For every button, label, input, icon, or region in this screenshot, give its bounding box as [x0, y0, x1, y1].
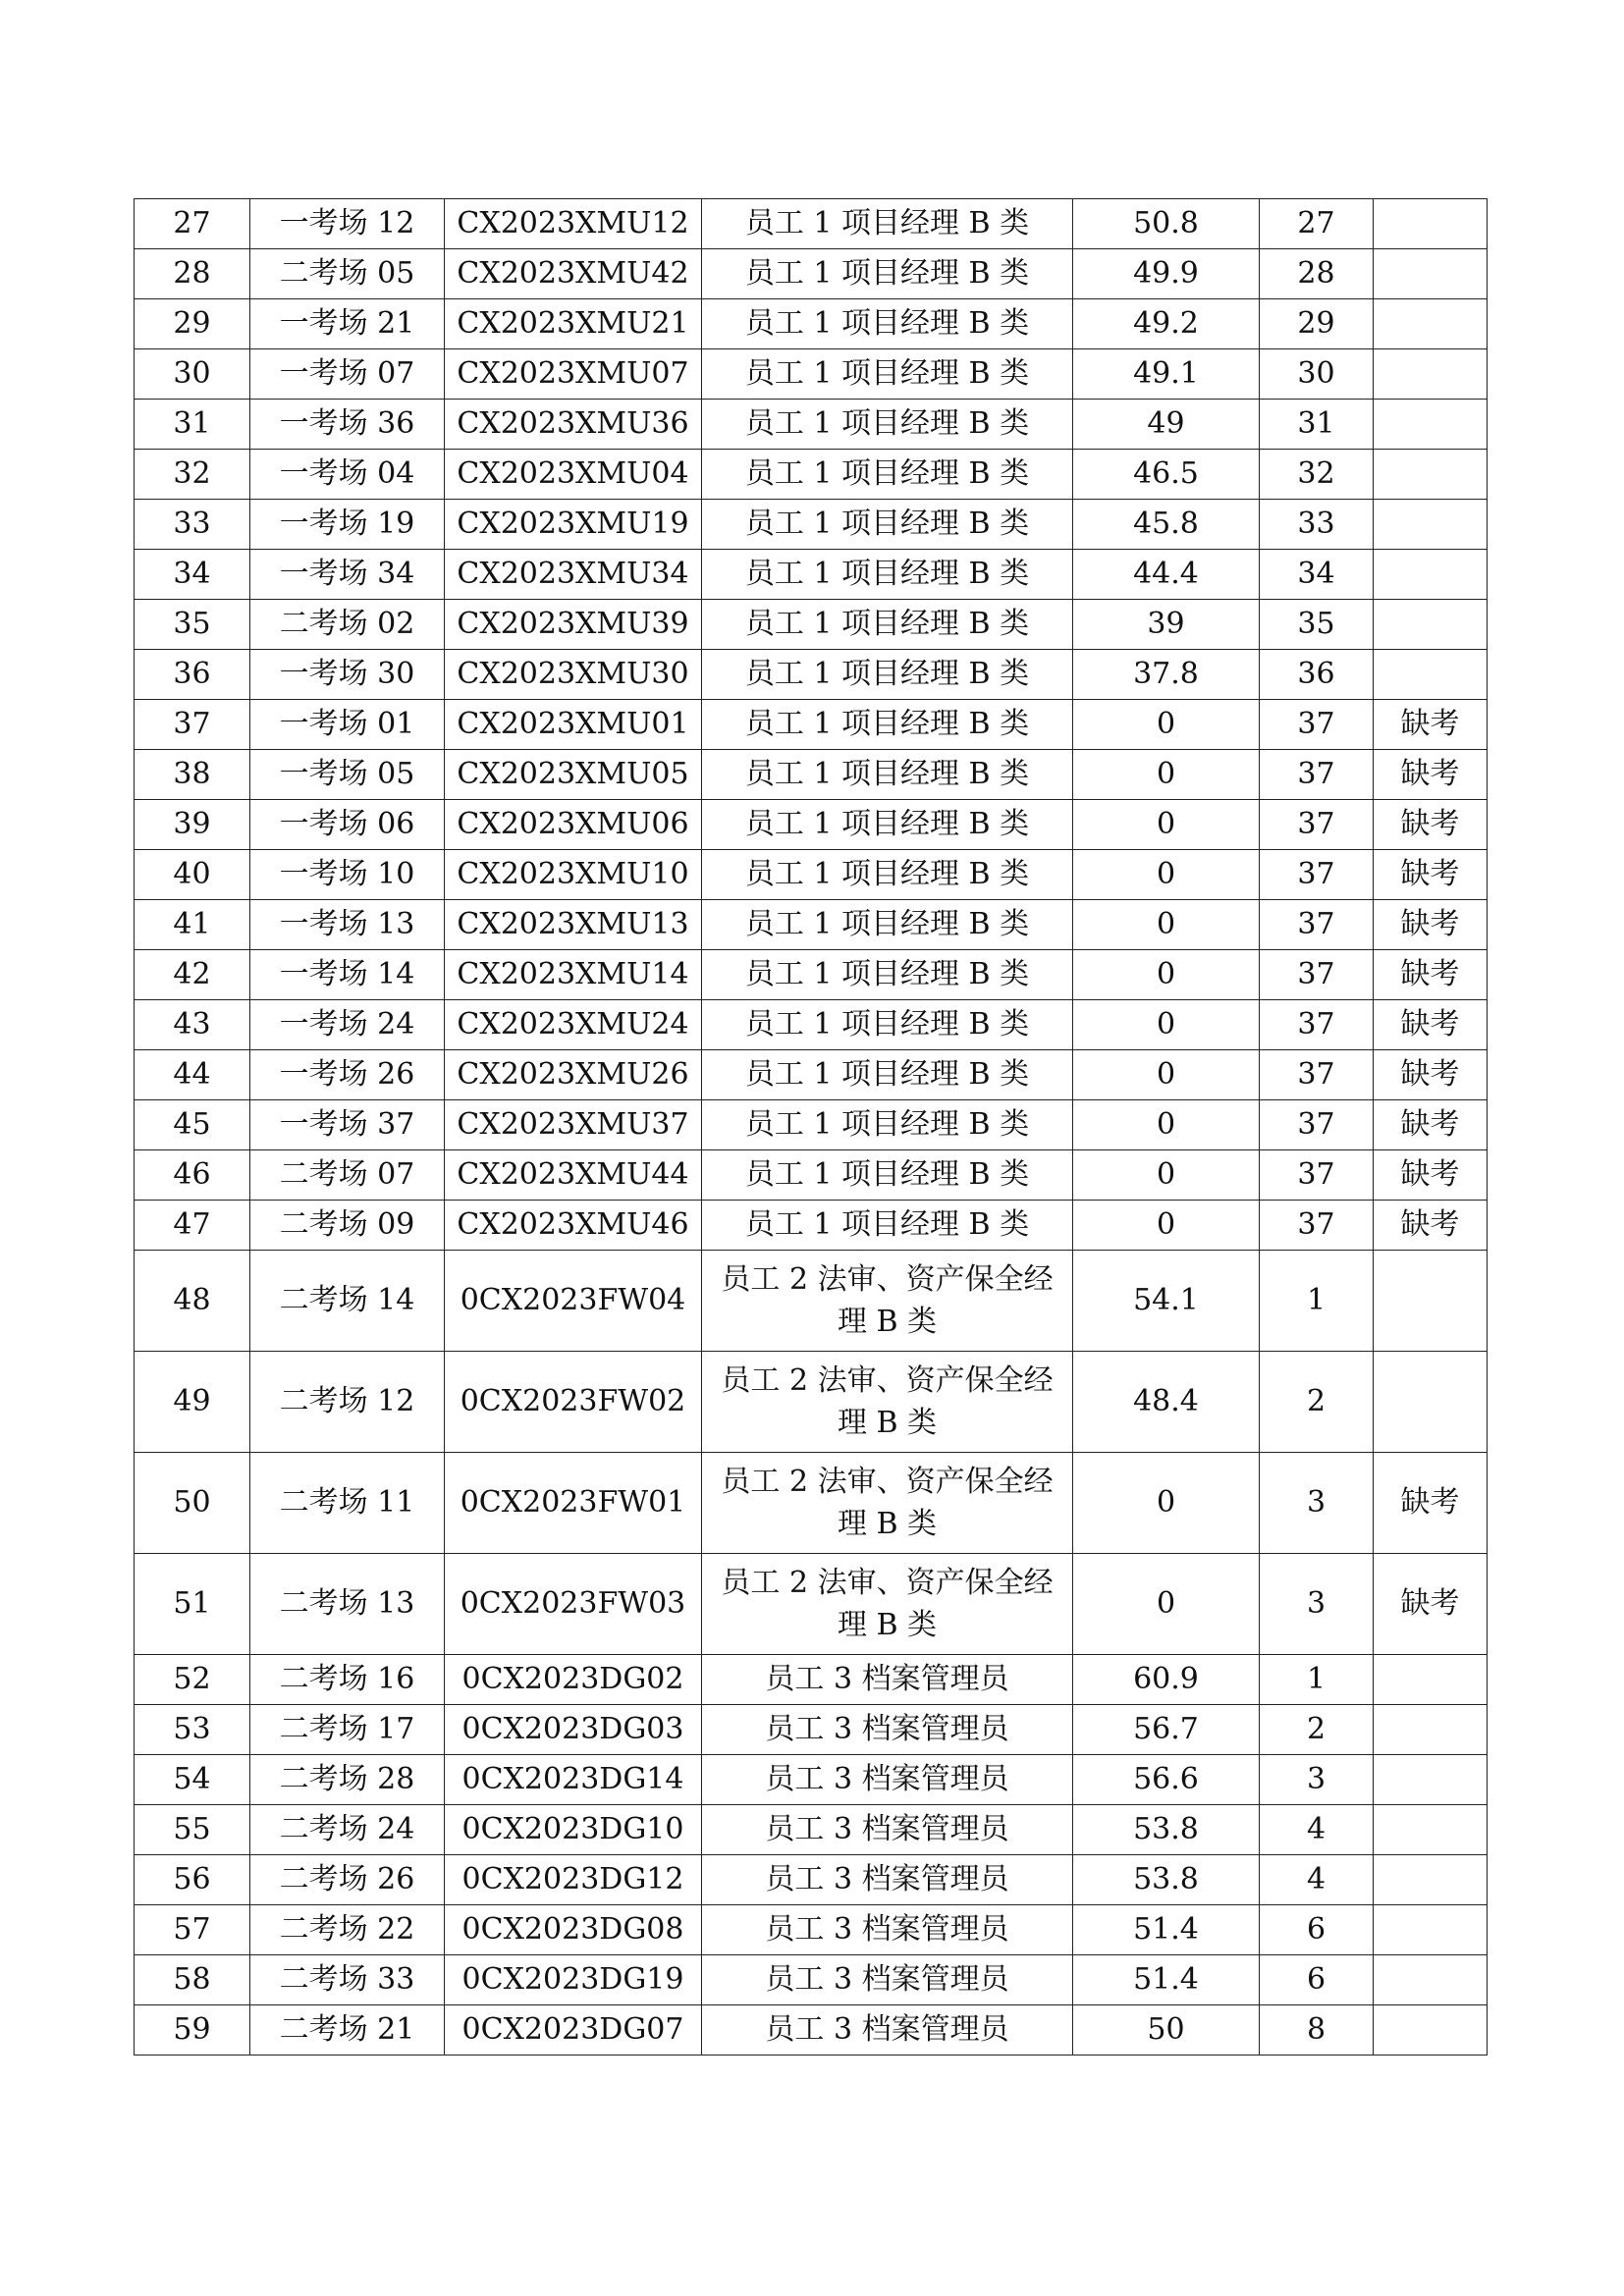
- rank-cell: 37: [1260, 950, 1374, 1000]
- row-number-cell: 34: [135, 550, 250, 600]
- position-category-cell: 员工 3 档案管理员: [702, 1705, 1073, 1755]
- rank-cell: 29: [1260, 299, 1374, 349]
- exam-room-cell: 一考场 04: [250, 450, 445, 500]
- rank-cell: 31: [1260, 400, 1374, 450]
- rank-cell: 32: [1260, 450, 1374, 500]
- row-number-cell: 47: [135, 1201, 250, 1251]
- table-row: [135, 1755, 1488, 1805]
- remark-cell: [1374, 450, 1488, 500]
- score-cell: 0: [1073, 900, 1260, 950]
- table-row: [135, 1050, 1488, 1100]
- exam-room-cell: 一考场 05: [250, 750, 445, 800]
- position-category-cell: 员工 1 项目经理 B 类: [702, 1100, 1073, 1150]
- ticket-number-cell: 0CX2023DG14: [445, 1755, 702, 1805]
- ticket-number-cell: CX2023XMU07: [445, 349, 702, 400]
- remark-cell: 缺考: [1374, 850, 1488, 900]
- exam-room-cell: 一考场 19: [250, 500, 445, 550]
- rank-cell: 36: [1260, 650, 1374, 700]
- position-category-cell: 员工 1 项目经理 B 类: [702, 950, 1073, 1000]
- remark-cell: 缺考: [1374, 1554, 1488, 1655]
- row-number-cell: 50: [135, 1453, 250, 1554]
- remark-cell: [1374, 650, 1488, 700]
- score-cell: 0: [1073, 1000, 1260, 1050]
- row-number-cell: 40: [135, 850, 250, 900]
- table-row: [135, 1000, 1488, 1050]
- table-row: [135, 1554, 1488, 1655]
- remark-cell: [1374, 1352, 1488, 1453]
- position-category-cell: 员工 1 项目经理 B 类: [702, 700, 1073, 750]
- position-category-cell: 员工 1 项目经理 B 类: [702, 600, 1073, 650]
- score-cell: 50: [1073, 2005, 1260, 2056]
- rank-cell: 37: [1260, 1201, 1374, 1251]
- exam-room-cell: 二考场 02: [250, 600, 445, 650]
- score-cell: 53.8: [1073, 1855, 1260, 1905]
- rank-cell: 37: [1260, 1100, 1374, 1150]
- exam-room-cell: 一考场 06: [250, 800, 445, 850]
- exam-room-cell: 二考场 11: [250, 1453, 445, 1554]
- rank-cell: 8: [1260, 2005, 1374, 2056]
- row-number-cell: 35: [135, 600, 250, 650]
- rank-cell: 6: [1260, 1905, 1374, 1955]
- results-table-body: [135, 199, 1488, 2056]
- exam-room-cell: 一考场 10: [250, 850, 445, 900]
- position-category-cell: 员工 1 项目经理 B 类: [702, 500, 1073, 550]
- row-number-cell: 44: [135, 1050, 250, 1100]
- exam-room-cell: 二考场 13: [250, 1554, 445, 1655]
- row-number-cell: 46: [135, 1150, 250, 1201]
- exam-room-cell: 二考场 09: [250, 1201, 445, 1251]
- score-cell: 37.8: [1073, 650, 1260, 700]
- table-row: [135, 1352, 1488, 1453]
- score-cell: 49.2: [1073, 299, 1260, 349]
- rank-cell: 4: [1260, 1855, 1374, 1905]
- ticket-number-cell: CX2023XMU19: [445, 500, 702, 550]
- position-category-cell: 员工 1 项目经理 B 类: [702, 249, 1073, 299]
- remark-cell: [1374, 500, 1488, 550]
- rank-cell: 4: [1260, 1805, 1374, 1855]
- row-number-cell: 52: [135, 1655, 250, 1705]
- table-row: [135, 550, 1488, 600]
- remark-cell: 缺考: [1374, 1201, 1488, 1251]
- exam-room-cell: 一考场 24: [250, 1000, 445, 1050]
- score-cell: 0: [1073, 1554, 1260, 1655]
- score-cell: 0: [1073, 850, 1260, 900]
- table-row: [135, 1955, 1488, 2005]
- exam-room-cell: 二考场 28: [250, 1755, 445, 1805]
- table-row: [135, 2005, 1488, 2056]
- score-cell: 0: [1073, 1201, 1260, 1251]
- ticket-number-cell: 0CX2023FW02: [445, 1352, 702, 1453]
- ticket-number-cell: 0CX2023DG07: [445, 2005, 702, 2056]
- position-category-cell: 员工 3 档案管理员: [702, 1955, 1073, 2005]
- ticket-number-cell: 0CX2023DG02: [445, 1655, 702, 1705]
- position-category-cell: 员工 3 档案管理员: [702, 1855, 1073, 1905]
- exam-room-cell: 二考场 24: [250, 1805, 445, 1855]
- table-row: [135, 1100, 1488, 1150]
- ticket-number-cell: 0CX2023DG08: [445, 1905, 702, 1955]
- rank-cell: 6: [1260, 1955, 1374, 2005]
- ticket-number-cell: CX2023XMU10: [445, 850, 702, 900]
- table-row: [135, 850, 1488, 900]
- ticket-number-cell: CX2023XMU06: [445, 800, 702, 850]
- row-number-cell: 56: [135, 1855, 250, 1905]
- score-cell: 49: [1073, 400, 1260, 450]
- rank-cell: 35: [1260, 600, 1374, 650]
- row-number-cell: 32: [135, 450, 250, 500]
- score-cell: 46.5: [1073, 450, 1260, 500]
- remark-cell: [1374, 1251, 1488, 1352]
- ticket-number-cell: CX2023XMU44: [445, 1150, 702, 1201]
- position-category-cell: 员工 2 法审、资产保全经理 B 类: [702, 1352, 1073, 1453]
- row-number-cell: 49: [135, 1352, 250, 1453]
- exam-room-cell: 二考场 12: [250, 1352, 445, 1453]
- position-category-cell: 员工 3 档案管理员: [702, 1655, 1073, 1705]
- exam-room-cell: 一考场 21: [250, 299, 445, 349]
- remark-cell: 缺考: [1374, 1453, 1488, 1554]
- ticket-number-cell: CX2023XMU26: [445, 1050, 702, 1100]
- row-number-cell: 33: [135, 500, 250, 550]
- table-row: [135, 1905, 1488, 1955]
- score-cell: 0: [1073, 700, 1260, 750]
- ticket-number-cell: 0CX2023DG12: [445, 1855, 702, 1905]
- row-number-cell: 43: [135, 1000, 250, 1050]
- row-number-cell: 30: [135, 349, 250, 400]
- row-number-cell: 53: [135, 1705, 250, 1755]
- ticket-number-cell: CX2023XMU13: [445, 900, 702, 950]
- score-cell: 49.9: [1073, 249, 1260, 299]
- score-cell: 0: [1073, 1050, 1260, 1100]
- remark-cell: [1374, 2005, 1488, 2056]
- exam-room-cell: 一考场 13: [250, 900, 445, 950]
- row-number-cell: 42: [135, 950, 250, 1000]
- ticket-number-cell: 0CX2023FW01: [445, 1453, 702, 1554]
- rank-cell: 27: [1260, 199, 1374, 249]
- position-category-cell: 员工 1 项目经理 B 类: [702, 1150, 1073, 1201]
- ticket-number-cell: 0CX2023DG19: [445, 1955, 702, 2005]
- score-cell: 53.8: [1073, 1805, 1260, 1855]
- table-row: [135, 450, 1488, 500]
- ticket-number-cell: CX2023XMU24: [445, 1000, 702, 1050]
- table-row: [135, 1453, 1488, 1554]
- score-cell: 45.8: [1073, 500, 1260, 550]
- ticket-number-cell: 0CX2023FW03: [445, 1554, 702, 1655]
- rank-cell: 2: [1260, 1352, 1374, 1453]
- exam-room-cell: 二考场 22: [250, 1905, 445, 1955]
- table-row: [135, 1251, 1488, 1352]
- remark-cell: [1374, 199, 1488, 249]
- rank-cell: 37: [1260, 800, 1374, 850]
- ticket-number-cell: CX2023XMU30: [445, 650, 702, 700]
- score-cell: 0: [1073, 1453, 1260, 1554]
- position-category-cell: 员工 1 项目经理 B 类: [702, 349, 1073, 400]
- rank-cell: 1: [1260, 1251, 1374, 1352]
- exam-room-cell: 一考场 26: [250, 1050, 445, 1100]
- ticket-number-cell: CX2023XMU05: [445, 750, 702, 800]
- rank-cell: 37: [1260, 850, 1374, 900]
- row-number-cell: 29: [135, 299, 250, 349]
- rank-cell: 37: [1260, 700, 1374, 750]
- row-number-cell: 38: [135, 750, 250, 800]
- remark-cell: [1374, 1955, 1488, 2005]
- ticket-number-cell: CX2023XMU01: [445, 700, 702, 750]
- rank-cell: 3: [1260, 1755, 1374, 1805]
- row-number-cell: 39: [135, 800, 250, 850]
- row-number-cell: 37: [135, 700, 250, 750]
- exam-room-cell: 一考场 36: [250, 400, 445, 450]
- rank-cell: 37: [1260, 1050, 1374, 1100]
- rank-cell: 1: [1260, 1655, 1374, 1705]
- remark-cell: [1374, 349, 1488, 400]
- table-row: [135, 1855, 1488, 1905]
- score-cell: 60.9: [1073, 1655, 1260, 1705]
- position-category-cell: 员工 3 档案管理员: [702, 2005, 1073, 2056]
- score-cell: 0: [1073, 950, 1260, 1000]
- ticket-number-cell: CX2023XMU36: [445, 400, 702, 450]
- remark-cell: [1374, 299, 1488, 349]
- score-cell: 0: [1073, 1150, 1260, 1201]
- exam-room-cell: 二考场 05: [250, 249, 445, 299]
- row-number-cell: 28: [135, 249, 250, 299]
- rank-cell: 30: [1260, 349, 1374, 400]
- position-category-cell: 员工 1 项目经理 B 类: [702, 450, 1073, 500]
- position-category-cell: 员工 1 项目经理 B 类: [702, 850, 1073, 900]
- score-cell: 0: [1073, 750, 1260, 800]
- table-row: [135, 1150, 1488, 1201]
- rank-cell: 33: [1260, 500, 1374, 550]
- table-row: [135, 500, 1488, 550]
- ticket-number-cell: CX2023XMU04: [445, 450, 702, 500]
- position-category-cell: 员工 1 项目经理 B 类: [702, 750, 1073, 800]
- row-number-cell: 57: [135, 1905, 250, 1955]
- score-cell: 44.4: [1073, 550, 1260, 600]
- position-category-cell: 员工 2 法审、资产保全经理 B 类: [702, 1251, 1073, 1352]
- rank-cell: 34: [1260, 550, 1374, 600]
- score-cell: 56.6: [1073, 1755, 1260, 1805]
- rank-cell: 3: [1260, 1554, 1374, 1655]
- table-row: [135, 299, 1488, 349]
- exam-room-cell: 二考场 17: [250, 1705, 445, 1755]
- position-category-cell: 员工 1 项目经理 B 类: [702, 1000, 1073, 1050]
- remark-cell: 缺考: [1374, 800, 1488, 850]
- remark-cell: 缺考: [1374, 950, 1488, 1000]
- row-number-cell: 27: [135, 199, 250, 249]
- table-row: [135, 349, 1488, 400]
- rank-cell: 37: [1260, 1150, 1374, 1201]
- ticket-number-cell: CX2023XMU14: [445, 950, 702, 1000]
- ticket-number-cell: CX2023XMU39: [445, 600, 702, 650]
- row-number-cell: 41: [135, 900, 250, 950]
- exam-room-cell: 一考场 37: [250, 1100, 445, 1150]
- position-category-cell: 员工 3 档案管理员: [702, 1805, 1073, 1855]
- exam-room-cell: 二考场 14: [250, 1251, 445, 1352]
- exam-room-cell: 二考场 16: [250, 1655, 445, 1705]
- row-number-cell: 55: [135, 1805, 250, 1855]
- remark-cell: 缺考: [1374, 1000, 1488, 1050]
- remark-cell: [1374, 1655, 1488, 1705]
- position-category-cell: 员工 1 项目经理 B 类: [702, 400, 1073, 450]
- remark-cell: [1374, 1705, 1488, 1755]
- ticket-number-cell: 0CX2023DG03: [445, 1705, 702, 1755]
- remark-cell: [1374, 249, 1488, 299]
- exam-room-cell: 一考场 12: [250, 199, 445, 249]
- rank-cell: 37: [1260, 750, 1374, 800]
- position-category-cell: 员工 1 项目经理 B 类: [702, 900, 1073, 950]
- table-row: [135, 199, 1488, 249]
- exam-room-cell: 一考场 01: [250, 700, 445, 750]
- exam-room-cell: 一考场 30: [250, 650, 445, 700]
- remark-cell: 缺考: [1374, 1100, 1488, 1150]
- position-category-cell: 员工 1 项目经理 B 类: [702, 1201, 1073, 1251]
- row-number-cell: 54: [135, 1755, 250, 1805]
- position-category-cell: 员工 1 项目经理 B 类: [702, 550, 1073, 600]
- table-row: [135, 950, 1488, 1000]
- position-category-cell: 员工 1 项目经理 B 类: [702, 1050, 1073, 1100]
- score-cell: 0: [1073, 800, 1260, 850]
- position-category-cell: 员工 1 项目经理 B 类: [702, 299, 1073, 349]
- table-row: [135, 800, 1488, 850]
- rank-cell: 37: [1260, 1000, 1374, 1050]
- table-row: [135, 900, 1488, 950]
- remark-cell: 缺考: [1374, 700, 1488, 750]
- exam-room-cell: 一考场 07: [250, 349, 445, 400]
- exam-room-cell: 二考场 07: [250, 1150, 445, 1201]
- row-number-cell: 36: [135, 650, 250, 700]
- table-row: [135, 650, 1488, 700]
- remark-cell: [1374, 1755, 1488, 1805]
- remark-cell: [1374, 1805, 1488, 1855]
- table-row: [135, 1805, 1488, 1855]
- ticket-number-cell: CX2023XMU42: [445, 249, 702, 299]
- table-row: [135, 1705, 1488, 1755]
- table-row: [135, 750, 1488, 800]
- rank-cell: 2: [1260, 1705, 1374, 1755]
- position-category-cell: 员工 3 档案管理员: [702, 1755, 1073, 1805]
- row-number-cell: 48: [135, 1251, 250, 1352]
- score-cell: 50.8: [1073, 199, 1260, 249]
- score-cell: 0: [1073, 1100, 1260, 1150]
- row-number-cell: 51: [135, 1554, 250, 1655]
- remark-cell: [1374, 1855, 1488, 1905]
- position-category-cell: 员工 2 法审、资产保全经理 B 类: [702, 1554, 1073, 1655]
- ticket-number-cell: CX2023XMU21: [445, 299, 702, 349]
- score-cell: 51.4: [1073, 1905, 1260, 1955]
- table-row: [135, 700, 1488, 750]
- remark-cell: [1374, 550, 1488, 600]
- exam-room-cell: 二考场 26: [250, 1855, 445, 1905]
- table-row: [135, 249, 1488, 299]
- ticket-number-cell: 0CX2023DG10: [445, 1805, 702, 1855]
- score-cell: 48.4: [1073, 1352, 1260, 1453]
- ticket-number-cell: 0CX2023FW04: [445, 1251, 702, 1352]
- remark-cell: 缺考: [1374, 900, 1488, 950]
- table-row: [135, 1655, 1488, 1705]
- row-number-cell: 45: [135, 1100, 250, 1150]
- rank-cell: 3: [1260, 1453, 1374, 1554]
- position-category-cell: 员工 1 项目经理 B 类: [702, 650, 1073, 700]
- results-table: [134, 198, 1488, 2056]
- score-cell: 54.1: [1073, 1251, 1260, 1352]
- position-category-cell: 员工 2 法审、资产保全经理 B 类: [702, 1453, 1073, 1554]
- row-number-cell: 58: [135, 1955, 250, 2005]
- exam-room-cell: 二考场 21: [250, 2005, 445, 2056]
- remark-cell: 缺考: [1374, 1050, 1488, 1100]
- ticket-number-cell: CX2023XMU46: [445, 1201, 702, 1251]
- rank-cell: 28: [1260, 249, 1374, 299]
- table-row: [135, 1201, 1488, 1251]
- row-number-cell: 59: [135, 2005, 250, 2056]
- remark-cell: 缺考: [1374, 750, 1488, 800]
- remark-cell: 缺考: [1374, 1150, 1488, 1201]
- remark-cell: [1374, 600, 1488, 650]
- exam-room-cell: 二考场 33: [250, 1955, 445, 2005]
- remark-cell: [1374, 1905, 1488, 1955]
- score-cell: 56.7: [1073, 1705, 1260, 1755]
- ticket-number-cell: CX2023XMU12: [445, 199, 702, 249]
- exam-room-cell: 一考场 14: [250, 950, 445, 1000]
- rank-cell: 37: [1260, 900, 1374, 950]
- position-category-cell: 员工 3 档案管理员: [702, 1905, 1073, 1955]
- score-cell: 39: [1073, 600, 1260, 650]
- table-row: [135, 400, 1488, 450]
- exam-room-cell: 一考场 34: [250, 550, 445, 600]
- table-row: [135, 600, 1488, 650]
- score-cell: 51.4: [1073, 1955, 1260, 2005]
- position-category-cell: 员工 1 项目经理 B 类: [702, 199, 1073, 249]
- score-cell: 49.1: [1073, 349, 1260, 400]
- ticket-number-cell: CX2023XMU37: [445, 1100, 702, 1150]
- ticket-number-cell: CX2023XMU34: [445, 550, 702, 600]
- position-category-cell: 员工 1 项目经理 B 类: [702, 800, 1073, 850]
- remark-cell: [1374, 400, 1488, 450]
- row-number-cell: 31: [135, 400, 250, 450]
